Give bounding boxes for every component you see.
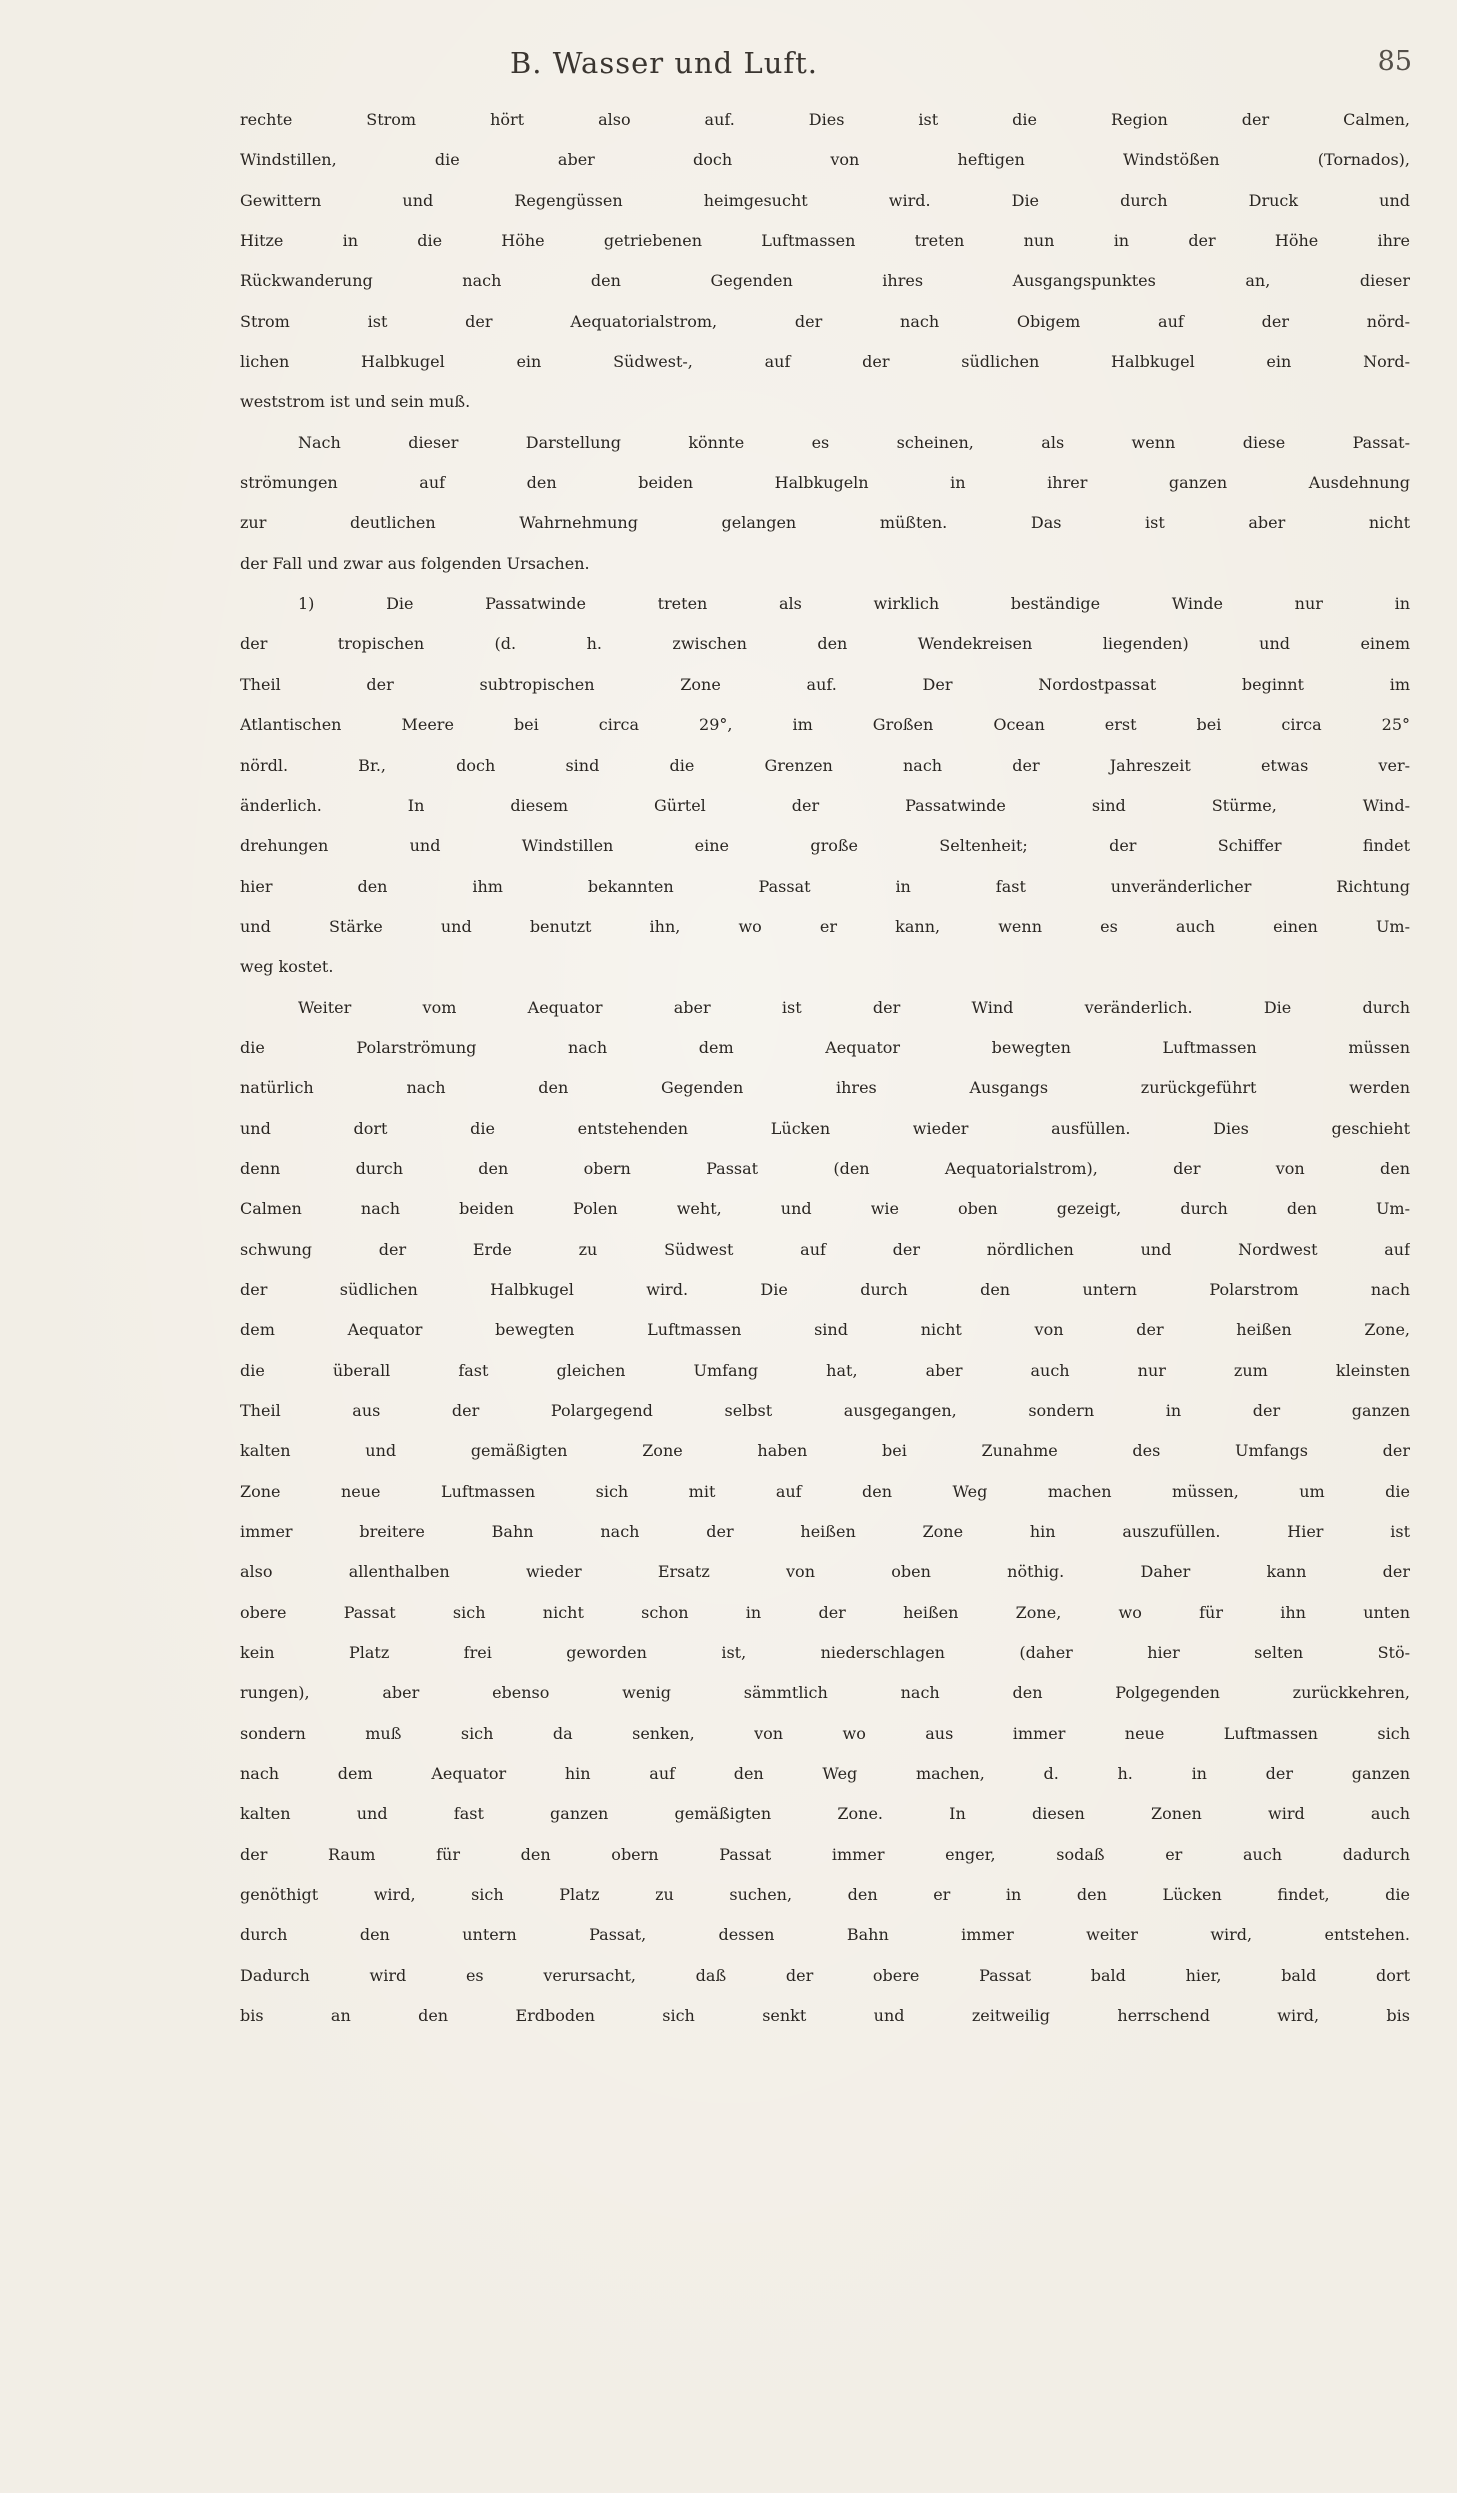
text-line: der Fall und zwar aus folgenden Ursachen. xyxy=(240,553,590,573)
text-line: Theil aus der Polargegend selbst ausgegangen, sondern in der ganzen xyxy=(240,1401,1410,1420)
text-line: dem Aequator bewegten Luftmassen sind nicht von der heißen Zone, xyxy=(240,1320,1410,1340)
running-head xyxy=(230,46,1412,86)
text-line: zur deutlichen Wahrnehmung gelangen müßten. Das ist aber nicht xyxy=(240,513,1410,533)
text-line: nach dem Aequator hin auf den Weg machen, d. h. in der ganzen xyxy=(240,1764,1410,1784)
text-line: also allenthalben wieder Ersatz von oben nöthig. Daher kann der xyxy=(240,1562,1410,1582)
text-line: kein Platz frei geworden ist, niederschlagen (daher hier selten Stö- xyxy=(240,1643,1410,1663)
text-line: durch den untern Passat, dessen Bahn immer weiter wird, entstehen. xyxy=(240,1925,1410,1945)
text-line: die Polarströmung nach dem Aequator bewegten Luftmassen müssen xyxy=(240,1037,1410,1057)
text-line: rungen), aber ebenso wenig sämmtlich nach den Polgegenden zurückkehren, xyxy=(240,1683,1410,1703)
text-line: Rückwanderung nach den Gegenden ihres Ausgangspunktes an, dieser xyxy=(240,271,1410,291)
text-line: Theil der subtropischen Zone auf. Der Nordostpassat beginnt im xyxy=(240,674,1410,694)
text-line: lichen Halbkugel ein Südwest-, auf der südlichen Halbkugel ein Nord- xyxy=(240,352,1410,372)
text-line: nördl. Br., doch sind die Grenzen nach der Jahreszeit etwas ver- xyxy=(240,755,1410,775)
text-line: und dort die entstehenden Lücken wieder ausfüllen. Dies geschieht xyxy=(240,1118,1410,1138)
text-line: 1) Die Passatwinde treten als wirklich beständige Winde nur in xyxy=(298,594,1410,614)
text-line: Zone neue Luftmassen sich mit auf den Weg machen müssen, um die xyxy=(240,1481,1410,1501)
text-line: der tropischen (d. h. zwischen den Wendekreisen liegenden) und einem xyxy=(240,634,1410,654)
text-line: drehungen und Windstillen eine große Seltenheit; der Schiffer findet xyxy=(240,836,1410,856)
text-line: Calmen nach beiden Polen weht, und wie oben gezeigt, durch den Um- xyxy=(240,1199,1410,1219)
running-title: B. Wasser und Luft. xyxy=(510,46,819,80)
body-text xyxy=(240,110,1410,2047)
text-line: denn durch den obern Passat (den Aequatorialstrom), der von den xyxy=(240,1158,1410,1178)
text-line: Nach dieser Darstellung könnte es scheinen, als wenn diese Passat- xyxy=(298,432,1410,452)
text-line: hier den ihm bekannten Passat in fast unveränderlicher Richtung xyxy=(240,876,1410,896)
text-line: weg kostet. xyxy=(240,957,334,977)
text-line: kalten und gemäßigten Zone haben bei Zunahme des Umfangs der xyxy=(240,1441,1410,1461)
text-line: und Stärke und benutzt ihn, wo er kann, wenn es auch einen Um- xyxy=(240,916,1410,936)
text-line: kalten und fast ganzen gemäßigten Zone. In diesen Zonen wird auch xyxy=(240,1804,1410,1824)
text-line: Atlantischen Meere bei circa 29°, im Großen Ocean erst bei circa 25° xyxy=(240,715,1410,735)
text-line: Gewittern und Regengüssen heimgesucht wird. Die durch Druck und xyxy=(240,190,1410,210)
text-line: immer breitere Bahn nach der heißen Zone hin auszufüllen. Hier ist xyxy=(240,1522,1410,1542)
text-line: bis an den Erdboden sich senkt und zeitweilig herrschend wird, bis xyxy=(240,2006,1410,2026)
text-line: rechte Strom hört also auf. Dies ist die Region der Calmen, xyxy=(240,110,1410,129)
text-line: genöthigt wird, sich Platz zu suchen, den er in den Lücken findet, die xyxy=(240,1885,1410,1905)
text-line: weststrom ist und sein muß. xyxy=(240,392,471,412)
text-line: natürlich nach den Gegenden ihres Ausgangs zurückgeführt werden xyxy=(240,1078,1410,1098)
text-line: Strom ist der Aequatorialstrom, der nach Obigem auf der nörd- xyxy=(240,311,1410,331)
text-line: Windstillen, die aber doch von heftigen Windstößen (Tornados), xyxy=(240,150,1410,170)
text-line: änderlich. In diesem Gürtel der Passatwinde sind Stürme, Wind- xyxy=(240,795,1410,815)
text-line: der Raum für den obern Passat immer enger, sodaß er auch dadurch xyxy=(240,1844,1410,1864)
text-line: Dadurch wird es verursacht, daß der obere Passat bald hier, bald dort xyxy=(240,1965,1410,1985)
text-line: die überall fast gleichen Umfang hat, aber auch nur zum kleinsten xyxy=(240,1360,1410,1380)
page-number: 85 xyxy=(1377,46,1412,77)
text-line: obere Passat sich nicht schon in der heißen Zone, wo für ihn unten xyxy=(240,1602,1410,1622)
text-line: Hitze in die Höhe getriebenen Luftmassen treten nun in der Höhe ihre xyxy=(240,231,1410,251)
text-line: der südlichen Halbkugel wird. Die durch den untern Polarstrom nach xyxy=(240,1279,1410,1299)
text-line: schwung der Erde zu Südwest auf der nördlichen und Nordwest auf xyxy=(240,1239,1410,1259)
text-line: strömungen auf den beiden Halbkugeln in ihrer ganzen Ausdehnung xyxy=(240,473,1410,493)
text-line: sondern muß sich da senken, von wo aus immer neue Luftmassen sich xyxy=(240,1723,1410,1743)
text-line: Weiter vom Aequator aber ist der Wind veränderlich. Die durch xyxy=(298,997,1410,1017)
